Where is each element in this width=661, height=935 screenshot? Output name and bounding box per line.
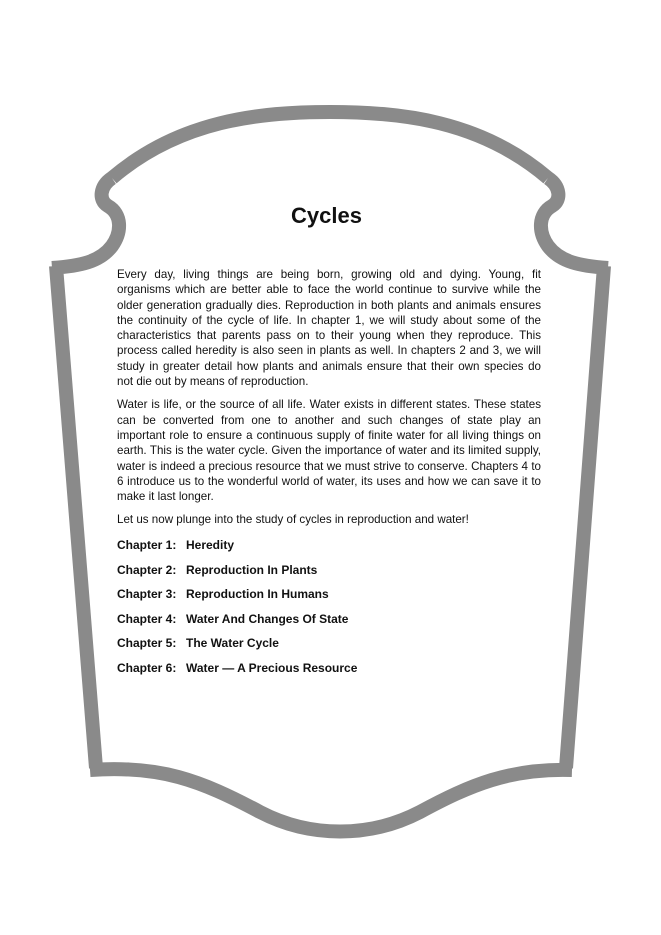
paragraph: Every day, living things are being born, growing old and dying. Young, fit organisms which are better able to face the world continue to survive while the older generation gradually dies. Reproduction in both plants and animals ensures the continuity of the cycle of life. In chapter 1, we will study about some of the characteristics that parents pass on to their young when they reproduce. This process called heredity is also seen in plants as well. In chapters 2 and 3, we will study in greater detail how plants and animals ensure that their own species do not die out by means of reproduction. bbox=[117, 268, 541, 389]
page-title: Cycles bbox=[291, 203, 362, 228]
chapter-label: Chapter 3: bbox=[117, 587, 177, 602]
chapter-title: Water — A Precious Resource bbox=[186, 660, 358, 675]
chapter-title: Water And Changes Of State bbox=[186, 611, 349, 626]
chapter-item bbox=[117, 538, 357, 563]
chapter-list bbox=[117, 538, 357, 686]
chapter-item bbox=[117, 563, 357, 588]
chapter-label: Chapter 4: bbox=[117, 611, 177, 626]
chapter-item bbox=[117, 661, 357, 686]
chapter-label: Chapter 1: bbox=[117, 538, 177, 552]
chapter-title: Heredity bbox=[186, 538, 235, 552]
paragraph: Water is life, or the source of all life. Water exists in different states. These states can be converted from one to another and such changes of state play an important role to ensure a continuous supply of finite water for all living things on earth. This is the water cycle. Given the importance of water and its limited supply, water is indeed a precious resource that we must strive to conserve. Chapters 4 to 6 introduce us to the wonderful world of water, its uses and how we can save it to make it last longer. bbox=[117, 398, 541, 504]
chapter-title: Reproduction In Humans bbox=[186, 587, 329, 602]
intro-text bbox=[117, 267, 541, 536]
chapter-item bbox=[117, 636, 357, 661]
chapter-label: Chapter 5: bbox=[117, 636, 177, 651]
chapter-title: Reproduction In Plants bbox=[186, 562, 318, 577]
chapter-item bbox=[117, 587, 357, 612]
paragraph: Let us now plunge into the study of cycles in reproduction and water! bbox=[117, 513, 469, 527]
chapter-item bbox=[117, 612, 357, 637]
chapter-title: The Water Cycle bbox=[186, 636, 279, 651]
chapter-label: Chapter 6: bbox=[117, 660, 177, 675]
chapter-label: Chapter 2: bbox=[117, 562, 177, 577]
